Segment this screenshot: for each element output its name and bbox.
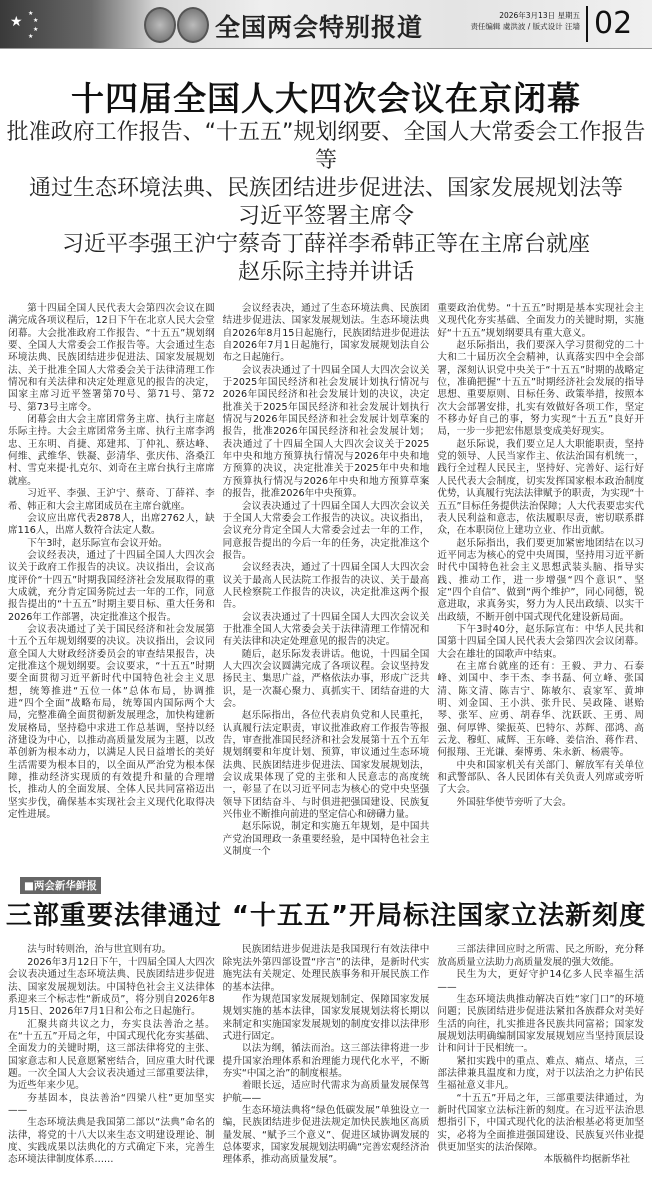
national-emblem-icon	[144, 7, 176, 43]
cppcc-emblem-icon	[177, 7, 209, 43]
paragraph: 紧扣实践中的重点、难点、痛点、堵点，三部法律兼具温度和力度，对于以法治之力护佑民生福祉意义非凡。	[437, 1055, 645, 1092]
lead-headline: 十四届全国人大四次会议在京闭幕	[71, 79, 581, 118]
paragraph: 法与时转则治，治与世宜则有功。	[27, 944, 172, 956]
paragraphs	[437, 944, 644, 1154]
paragraph: 生态环境法典推动解决百姓“家门口”的环境问题；民族团结进步促进法紧扣各族群众对美好生活的向往，扎实推进各民族共同富裕；国家发展规划法明确编制国家发展规划应当坚持顶层设计和问计于民相统一。	[437, 993, 645, 1055]
star-icon: ★	[28, 33, 34, 40]
paragraph: 作为规范国家发展规划制定、保障国家发展规划实施的基本法律，国家发展规划法将长期以来制定和实施国家发展规划的制度安排以法律形式进行固定。	[222, 993, 430, 1042]
paragraph: 下午3时，赵乐际宣布会议开始。	[27, 537, 168, 549]
paragraph: 赵乐际指出，各位代表肩负党和人民重托，认真履行法定职责，审议批准政府工作报告等报告，审查批准国民经济和社会发展第十五个五年规划纲要和年度计划、预算，审议通过生态环境法典、民族团结进步促进法、国家发展规划法，会议成果体现了党的主张和人民意志的高度统一，彰显了在以习近平同志为核心的党中央坚强领导下团结奋斗、与时俱进把强国建设、民族复兴伟业不断推向前进的坚定信心和磅礴力量。	[222, 710, 430, 821]
paragraph: 会议应出席代表2878人，出席2762人，缺席116人，出席人数符合法定人数。	[8, 512, 215, 537]
paragraph: 习近平、李强、王沪宁、蔡奇、丁薛祥、李希、韩正和大会主席团成员在主席台就座。	[8, 488, 215, 512]
paragraph: 会议表决通过了十四届全国人大四次会议关于全国人大常委会工作报告的决议。决议指出，会议充分肯定全国人大常委会过去一年的工作，同意报告提出的今后一年的任务，决定批准这个报告。	[222, 500, 430, 561]
star-icon: ★	[28, 10, 34, 17]
masthead	[0, 0, 652, 49]
star-icon: ★	[33, 26, 39, 33]
paragraph: 赵乐际说，制定和实施五年规划，是中国共产党治国理政一条重要经验，是中国特色社会主义制度一个	[222, 821, 430, 858]
paragraph: 赵乐际指出，我们要更加紧密地团结在以习近平同志为核心的党中央周围，坚持用习近平新时代中国特色社会主义思想武装头脑、指导实践、推动工作，进一步增强“四个意识”、坚定“四个自信”、做到“两个维护”，同心同德，锐意进取，求真务实，努力为人民出政绩、以实干出政绩，不断开创中国式现代化建设新局面。	[437, 537, 645, 623]
paragraph: 会议经表决，通过了生态环境法典、民族团结进步促进法、国家发展规划法。生态环境法典自2026年8月15日起施行，民族团结进步促进法自2026年7月1日起施行，国家发展规划法自公布之日起施行。	[222, 303, 430, 364]
second-article	[0, 858, 652, 1176]
subheadline: 通过生态环境法典、民族团结进步促进法、国家发展规划法等	[28, 176, 623, 201]
paragraph: 生态环境法典将“绿色低碳发展”单独设立一编，民族团结进步促进法规定加快民族地区高质量发展、“赋予三个意义”、促进区域协调发展的总体要求，国家发展规划法明确“完善宏观经济治理体系，推动高质量发展”。	[222, 1104, 430, 1166]
paragraph: 随后，赵乐际发表讲话。他说，十四届全国人大四次会议圆满完成了各项议程。会议坚持发扬民主、集思广益，严格依法办事，形成广泛共识，是一次凝心聚力、真抓实干、团结奋进的大会。	[222, 648, 430, 709]
paragraph: 会议表决通过了十四届全国人大四次会议关于2025年国民经济和社会发展计划执行情况与2026年国民经济和社会发展计划的决议，决定批准关于2025年国民经济和社会发展计划执行情况与2026年国民经济和社会发展计划草案的报告，批准2026年国民经济和社会发展计划；表决通过了十四届全国人大四次会议关于2025年中央和地方预算执行情况与2026年中央和地方预算的决议，决定批准关于2025年中央和地方预算执行情况与2026年中央和地方预算草案的报告，批准2026年中央预算。	[222, 364, 430, 500]
lead-column-1	[8, 303, 215, 821]
second-column-2	[223, 944, 430, 1166]
second-article-body	[0, 932, 652, 1176]
second-column-3	[437, 944, 644, 1166]
lead-column-3	[437, 303, 644, 809]
paragraph: 民族团结进步促进法是我国现行有效法律中除宪法外第四部设置“序言”的法律，是新时代实施宪法有关规定、处理民族事务和开展民族工作的基本法律。	[222, 944, 430, 993]
paragraph: 闭幕会由大会主席团常务主席、执行主席赵乐际主持。大会主席团常务主席、执行主席李鸿忠、王东明、肖捷、郑建邦、丁仲礼、蔡达峰、何维、武维华、铁凝、彭清华、张庆伟、洛桑江村、雪克来提·扎克尔、刘奇在主席台执行主席席就座。	[8, 414, 215, 487]
paragraph: 以法为纲，循法而治。这三部法律将进一步提升国家治理体系和治理能力现代化水平，不断夯实“中国之治”的制度根基。	[222, 1043, 430, 1079]
paragraph: 会议经表决，通过了十四届全国人大四次会议关于最高人民法院工作报告的决议、关于最高人民检察院工作报告的决议，决定批准这两个报告。	[222, 562, 430, 611]
second-column-1	[8, 944, 215, 1166]
star-icon: ★	[10, 14, 23, 30]
byline: 本版稿件均据新华社	[543, 1154, 631, 1166]
section-title: 全国两会特别报道	[215, 13, 424, 42]
paragraph: 着眼长远，适应时代需求为高质量发展保驾护航——	[222, 1080, 430, 1104]
section-tag: ■两会新华鲜报	[20, 877, 101, 894]
editors: 责任编辑 虞洪波 / 版式设计 汪墙	[470, 22, 580, 31]
paragraph: 2026年3月12日下午，十四届全国人大四次会议表决通过生态环境法典、民族团结进步促进法、国家发展规划法。中国特色社会主义法律体系迎来三个标志性“新成员”，将分别自2026年8月15日、2026年7月1日和公布之日起施行。	[8, 956, 215, 1018]
paragraph: 赵乐际说，我们要立足人大职能职责，坚持党的领导、人民当家作主、依法治国有机统一，践行全过程人民民主，坚持好、完善好、运行好人民代表大会制度，切实发挥国家根本政治制度优势，认真履行宪法法律赋予的职责，为实现“十五五”目标任务提供法治保障；人大代表要忠实代表人民利益和意志，依法履职尽责，密切联系群众，在本职岗位上建功立业、作出贡献。	[437, 438, 645, 537]
paragraph: 重要政治优势。“十五五”时期是基本实现社会主义现代化夯实基础、全面发力的关键时期，实施好“十五五”规划纲要具有重大意义。	[437, 303, 645, 339]
subheadline: 习近平签署主席令	[237, 204, 414, 229]
paragraph: 生态环境法典是我国第二部以“法典”命名的法律，将党的十八大以来生态文明建设理论、制度、实践成果以法典化的方式确定下来，完善生态环境法律制度体系……	[8, 1117, 215, 1166]
paragraph: “十五五”开局之年，三部重要法律通过，为新时代国家立法标注新的刻度。在习近平法治思想指引下，中国式现代化的法治根基必将更加坚实，必将为全面推进强国建设、民族复兴伟业提供更加坚实的法治保障。	[437, 1092, 645, 1153]
page-number: 02	[594, 6, 633, 41]
masthead-info	[420, 10, 580, 32]
paragraph: 民生为大，更好守护14亿多人民幸福生活——	[437, 969, 645, 993]
paragraphs	[437, 340, 644, 809]
paragraph: 会议经表决，通过了十四届全国人大四次会议关于政府工作报告的决议。决议指出，会议高度评价“十四五”时期我国经济社会发展取得的重大成就，充分肯定国务院过去一年的工作，同意报告提出的“十五五”时期主要目标、重大任务和2026年工作部署，决定批准这个报告。	[8, 549, 215, 623]
paragraph: 汇聚共商共议之力，夯实良法善治之基。在“十五五”开局之年，中国式现代化夯实基础、全面发力的关键时期，这三部法律将党的主张、国家意志和人民意愿紧密结合，回应重大时代课题。一次全国人大会议表决通过三部重要法律，为近些年来少见。	[8, 1018, 215, 1092]
paragraph: 赵乐际指出，我们要深入学习贯彻党的二十大和二十届历次全会精神，认真落实四中全会部署，深刻认识党中央关于“十五五”时期的战略定位，准确把握“十五五”时期经济社会发展的指导思想、重要原则、目标任务、政策举措，按照本次大会部署安排，扎实有效做好各项工作，坚定不移办好自己的事，努力实现“十五五”良好开局，一步一步把宏伟愿景变成美好现实。	[437, 340, 645, 438]
paragraph: 会议表决通过了十四届全国人大四次会议关于批准全国人大常委会关于法律清理工作情况和有关法律和决定处理意见的报告的决定。	[222, 611, 430, 648]
subheadline: 批准政府工作报告、“十五五”规划纲要、全国人大常委会工作报告等	[6, 120, 646, 173]
issue-date: 2026年3月13日 星期五	[499, 11, 580, 20]
paragraph: 外国驻华使节旁听了大会。	[456, 796, 572, 808]
second-headline: 三部重要法律通过 “十五五”开局标注国家立法新刻度	[5, 901, 647, 932]
subheadline: 习近平李强王沪宁蔡奇丁薛祥李希韩正等在主席台就座	[61, 232, 590, 257]
lead-headline-block	[0, 49, 652, 287]
lead-column-2	[223, 303, 430, 858]
paragraph: 在主席台就座的还有：王毅、尹力、石泰峰、刘国中、李干杰、李书磊、何立峰、张国清、陈文清、陈吉宁、陈敏尔、袁家军、黄坤明、刘金国、王小洪、张升民、吴政隆、谌贻琴、张军、应勇、胡春华、沈跃跃、王勇、周强、何厚铧、梁振英、巴特尔、苏辉、邵鸿、高云龙、穆虹、咸辉、王东峰、姜信治、蒋作君、何报翔、王光谦、秦博勇、朱永新、杨震等。	[437, 660, 645, 759]
paragraph: 中央和国家机关有关部门、解放军有关单位和武警部队、各人民团体有关负责人列席或旁听了大会。	[437, 759, 645, 796]
paragraph: 夯基固本，良法善治“四梁八柱”更加坚实——	[8, 1092, 215, 1116]
paragraph: 第十四届全国人民代表大会第四次会议在圆满完成各项议程后，12日下午在北京人民大会堂闭幕。大会批准政府工作报告、“十五五”规划纲要、全国人大常委会工作报告等。大会通过生态环境法典、民族团结进步促进法、国家发展规划法、关于批准全国人大常委会关于法律清理工作情况和有关法律和决定处理意见的报告的决定，国家主席习近平签署第70号、第71号、第72号、第73号主席令。	[8, 303, 215, 413]
star-icon: ★	[33, 17, 39, 24]
paragraph: 下午3时40分，赵乐际宣布：中华人民共和国第十四届全国人民代表大会第四次会议闭幕。大会在雄壮的国歌声中结束。	[437, 623, 645, 660]
subheadline: 赵乐际主持并讲话	[237, 260, 414, 285]
lead-article-body	[0, 287, 652, 858]
paragraph: 会议表决通过了关于国民经济和社会发展第十五个五年规划纲要的决议。决议指出，会议同意全国人大财政经济委员会的审查结果报告，决定批准这个规划纲要。会议要求，“十五五”时期要全面贯彻习近平新时代中国特色社会主义思想，统筹推进“五位一体”总体布局，协调推进“四个全面”战略布局，统筹国内国际两个大局，完整准确全面贯彻新发展理念，加快构建新发展格局，坚持稳中求进工作总基调，坚持以经济建设为中心，以推动高质量发展为主题，以改革创新为根本动力，以满足人民日益增长的美好生活需要为根本目的，以全面从严治党为根本保障，推动经济实现质的有效提升和量的合理增长，推动人的全面发展、全体人民共同富裕迈出坚实步伐，确保基本实现社会主义现代化取得决定性进展。	[8, 623, 215, 821]
divider	[586, 6, 588, 42]
paragraph: 三部法律回应时之所需、民之所盼，充分释放高质量立法助力高质量发展的强大效能。	[437, 944, 645, 968]
